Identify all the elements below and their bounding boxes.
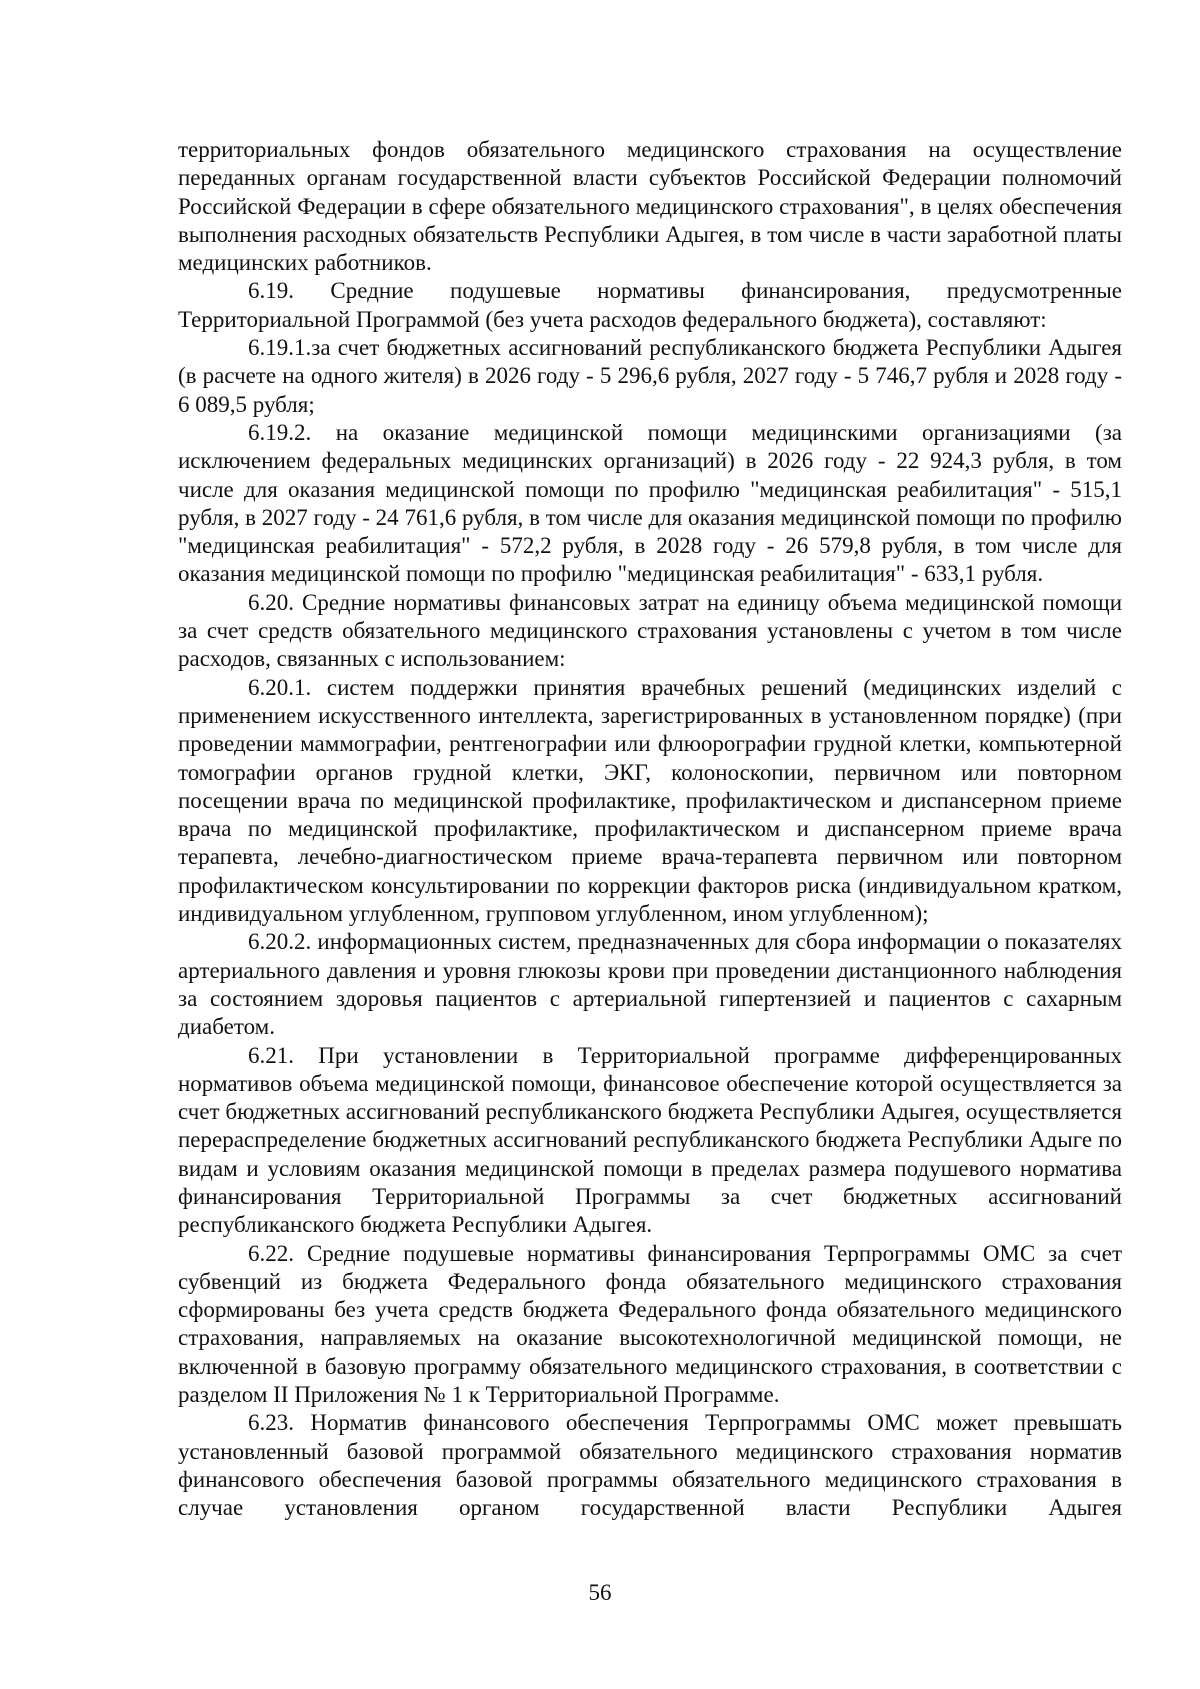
paragraph-6-19-2: 6.19.2. на оказание медицинской помощи медицинскими организациями (за исключением федеральных медицинских организаций) в 2026 году - 22 924,3 рубля, в том числе для оказания медицинской помощи по профилю "медицинская реабилитация" - 515,1 рубля, в 2027 году - 24 761,6 рубля, в том числе для оказания медицинской помощи по профилю "медицинская реабилитация" - 572,2 рубля, в 2028 году - 26 579,8 рубля, в том числе для оказания медицинской помощи по профилю "медицинская реабилитация" - 633,1 рубля. — [178, 419, 1122, 587]
paragraph-continuation: территориальных фондов обязательного медицинского страхования на осуществление переданных органам государственной власти субъектов Российской Федерации полномочий Российской Федерации в сфере обязательного медицинского страхования", в целях обеспечения выполнения расходных обязательств Республики Адыгея, в том числе в части заработной платы медицинских работников. — [178, 137, 1122, 276]
document-body — [178, 136, 1122, 1523]
paragraph-6-20-1: 6.20.1. систем поддержки принятия врачебных решений (медицинских изделий с применением искусственного интеллекта, зарегистрированных в установленном порядке) (при проведении маммографии, рентгенографии или флюорографии грудной клетки, компьютерной томографии органов грудной клетки, ЭКГ, колоноскопии, первичном или повторном посещении врача по медицинской профилактике, профилактическом и диспансерном приеме врача по медицинской профилактике, профилактическом и диспансерном приеме врача терапевта, лечебно-диагностическом приеме врача-терапевта первичном или повторном профилактическом консультировании по коррекции факторов риска (индивидуальном кратком, индивидуальном углубленном, групповом углубленном, ином углубленном); — [178, 674, 1122, 927]
paragraph-6-19-1: 6.19.1.за счет бюджетных ассигнований республиканского бюджета Республики Адыгея (в расчете на одного жителя) в 2026 году - 5 296,6 рубля, 2027 году - 5 746,7 рубля и 2028 году - 6 089,5 рубля; — [178, 335, 1122, 417]
paragraph-6-22: 6.22. Средние подушевые нормативы финансирования Терпрограммы ОМС за счет субвенций из бюджета Федерального фонда обязательного медицинского страхования сформированы без учета средств бюджета Федерального фонда обязательного медицинского страхования, направляемых на оказание высокотехнологичной медицинской помощи, не включенной в базовую программу обязательного медицинского страхования, в соответствии с разделом II Приложения № 1 к Территориальной Программе. — [178, 1240, 1122, 1408]
paragraph-6-23: 6.23. Норматив финансового обеспечения Терпрограммы ОМС может превышать установленный базовой программой обязательного медицинского страхования норматив финансового обеспечения базовой программы обязательного медицинского страхования в случае установления органом государственной власти Республики Адыгея — [178, 1410, 1122, 1521]
paragraph-6-19: 6.19. Средние подушевые нормативы финансирования, предусмотренные Территориальной Программой (без учета расходов федерального бюджета), составляют: — [178, 278, 1122, 332]
paragraph-6-21: 6.21. При установлении в Территориальной программе дифференцированных нормативов объема медицинской помощи, финансовое обеспечение которой осуществляется за счет бюджетных ассигнований республиканского бюджета Республики Адыгея, осуществляется перераспределение бюджетных ассигнований республиканского бюджета Республики Адыге по видам и условиям оказания медицинской помощи в пределах размера подушевого норматива финансирования Территориальной Программы за счет бюджетных ассигнований республиканского бюджета Республики Адыгея. — [178, 1042, 1122, 1238]
paragraph-6-20: 6.20. Средние нормативы финансовых затрат на единицу объема медицинской помощи за счет средств обязательного медицинского страхования установлены с учетом в том числе расходов, связанных с использованием: — [178, 589, 1122, 672]
paragraph-6-20-2: 6.20.2. информационных систем, предназначенных для сбора информации о показателях артериального давления и уровня глюкозы крови при проведении дистанционного наблюдения за состоянием здоровья пациентов с артериальной гипертензией и пациентов с сахарным диабетом. — [178, 929, 1122, 1040]
page-number: 56 — [588, 1580, 612, 1605]
